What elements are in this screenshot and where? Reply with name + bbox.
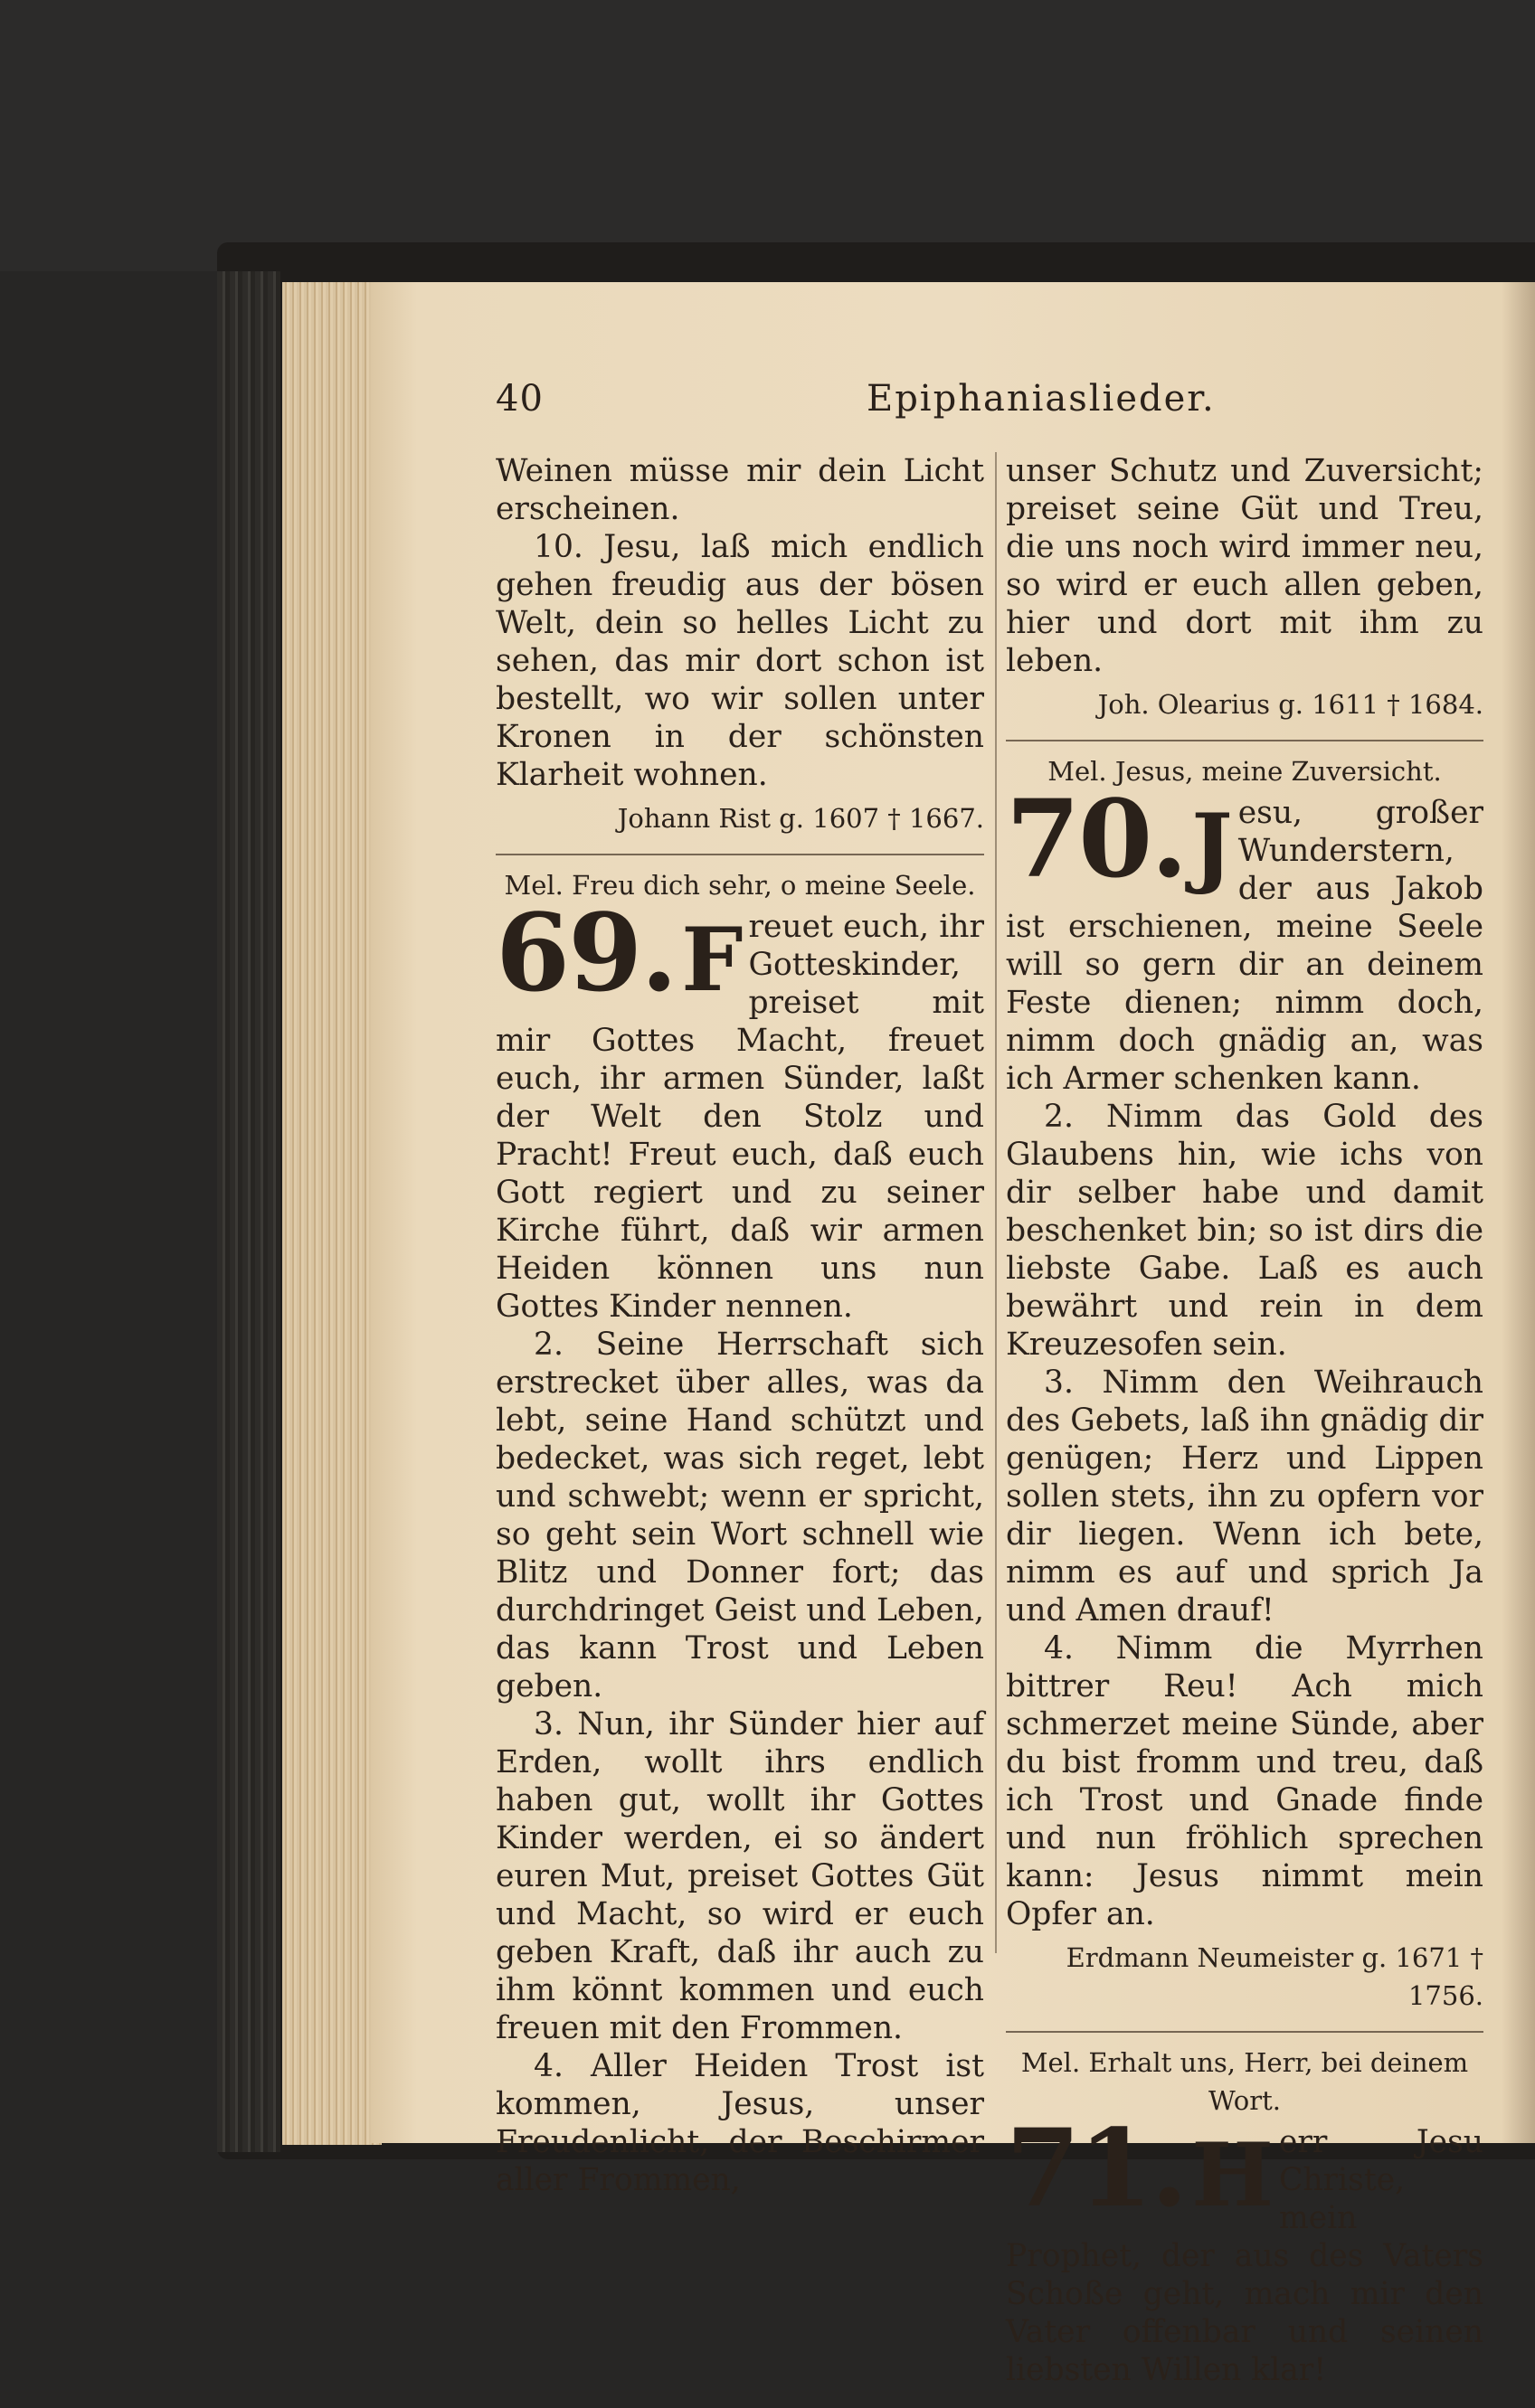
page-shadow xyxy=(1502,282,1535,2143)
verse-2: 2. Nimm das Gold des Glaubens hin, wie ichs von dir selber habe und damit beschenket bin; so ist dirs die liebste Gabe. Laß es auch bewährt und rein in dem Kreuzesofen sein. xyxy=(1006,1099,1483,1363)
verse-3: 3. Nimm den Weihrauch des Gebets, laß ihn gnädig dir genügen; Herz und Lippen sollen stets, ihn zu opfern vor dir liegen. Wenn ich bete, nimm es auf und sprich Ja und Amen drauf! xyxy=(1006,1365,1483,1629)
verse-1: esu, großer Wunderstern, der aus Jakob ist erschienen, meine Seele will so gern dir an deinem Feste dienen; nimm doch, nimm doch gnädig an, was ich Armer schenken kann. xyxy=(1006,795,1483,1097)
author-line: Erdmann Neumeister g. 1671 † 1756. xyxy=(1066,1942,1483,2011)
drop-initial: J xyxy=(1191,795,1231,897)
verse-4: 4. Aller Heiden Trost ist kommen, Jesus, unser Freudenlicht, der Beschirmer aller Frommen, xyxy=(496,2048,984,2198)
page-header xyxy=(496,378,1482,432)
author-line: Joh. Olearius g. 1611 † 1684. xyxy=(1097,689,1483,720)
right-column xyxy=(1006,452,1483,2389)
drop-initial: H xyxy=(1191,2124,1272,2226)
verse-10: 10. Jesu, laß mich endlich gehen freudig aus der bösen Welt, dein so helles Licht zu sehen, das mir dort schon ist bestellt, wo wir sollen unter Kronen in der schönsten Klarheit wohnen. xyxy=(496,529,984,793)
hymn-divider xyxy=(1006,740,1483,741)
melody-line: Mel. Erhalt uns, Herr, bei deinem Wort. xyxy=(1020,2047,1469,2116)
hymn-number-text: 71. xyxy=(1006,2105,1187,2231)
hymn-71 xyxy=(1006,2105,1483,2389)
hymn-number xyxy=(1006,776,1231,902)
page-edges xyxy=(282,282,382,2145)
hymn-number xyxy=(1006,2105,1272,2231)
verse-3: 3. Nun, ihr Sünder hier auf Erden, wollt ihrs endlich haben gut, wollt ihr Gottes Kinder werden, ei so ändert euren Mut, preiset Gottes Güt und Macht, so wird er euch geben Kraft, daß ihr auch zu ihm könnt kommen und euch freuen mit den Frommen. xyxy=(496,1706,984,2046)
verse-2: 2. Seine Herrschaft sich erstrecket über alles, was da lebt, seine Hand schützt und bedecket, was sich reget, lebt und schwebt; wenn er spricht, so geht sein Wort schnell wie Blitz und Donner fort; das durchdringet Geist und Leben, das kann Trost und Leben geben. xyxy=(496,1327,984,1704)
hymn-number-text: 69. xyxy=(496,890,677,1015)
melody-line: Mel. Freu dich sehr, o meine Seele. xyxy=(504,870,976,901)
left-column xyxy=(496,452,984,2199)
hymn-divider xyxy=(496,854,984,855)
background-cloth xyxy=(0,0,1535,271)
page-number: 40 xyxy=(496,378,544,420)
column-divider xyxy=(995,452,997,1953)
melody-line: Mel. Jesus, meine Zuversicht. xyxy=(1047,756,1442,787)
hymn-number-text: 70. xyxy=(1006,776,1187,902)
hymn-divider xyxy=(1006,2031,1483,2033)
hymn-69 xyxy=(496,890,984,1326)
verse-1: err Jesu Christe, mein Prophet, der aus des Vaters Schoße geht, mach mir den Vater offenbar und seinen liebsten Willen klar! xyxy=(1006,2124,1483,2388)
verse-continuation: Weinen müsse mir dein Licht erscheinen. xyxy=(496,453,984,527)
verse-continuation: unser Schutz und Zuversicht; preiset seine Güt und Treu, die uns noch wird immer neu, so wird er euch allen geben, hier und dort mit ihm zu leben. xyxy=(1006,453,1483,679)
verse-4: 4. Nimm die Myrrhen bittrer Reu! Ach mich schmerzet meine Sünde, aber du bist fromm und treu, daß ich Trost und Gnade finde und nun fröhlich sprechen kann: Jesus nimmt mein Opfer an. xyxy=(1006,1630,1483,1932)
hymn-number xyxy=(496,890,742,1015)
drop-initial: F xyxy=(681,909,742,1011)
verse-1: reuet euch, ihr Gotteskinder, preiset mit mir Gottes Macht, freuet euch, ihr armen Sünder, laßt der Welt den Stolz und Pracht! Freut euch, daß euch Gott regiert und zu seiner Kirche führt, daß wir armen Heiden können uns nun Gottes Kinder nennen. xyxy=(496,909,984,1325)
author-line: Johann Rist g. 1607 † 1667. xyxy=(617,803,984,834)
book-spine xyxy=(217,271,280,2152)
hymn-70 xyxy=(1006,776,1483,1098)
running-title: Epiphaniaslieder. xyxy=(867,378,1216,420)
